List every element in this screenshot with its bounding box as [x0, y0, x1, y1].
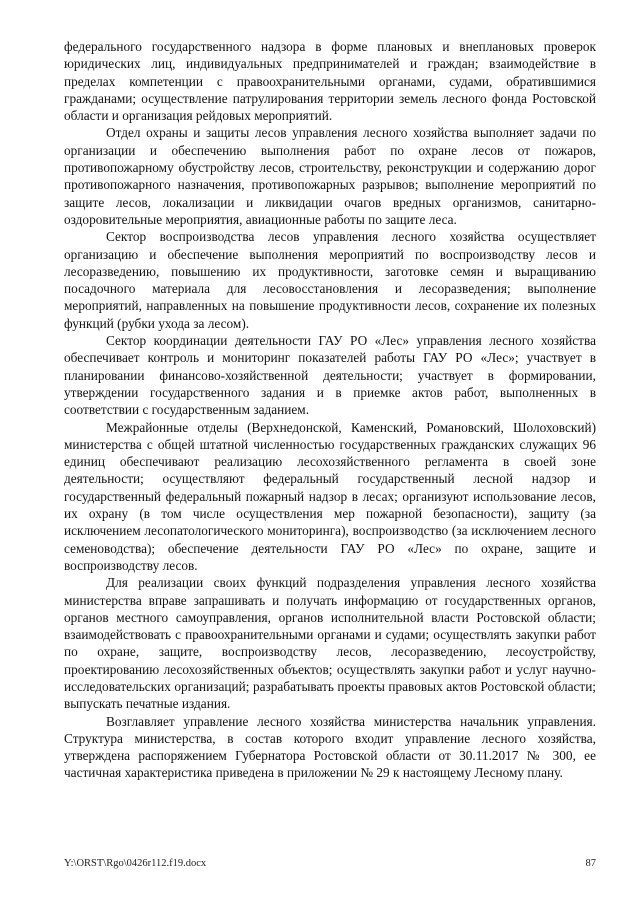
paragraph-coordination-sector: Сектор координации деятельности ГАУ РО «Лес» управления лесного хозяйства обеспечивает контроль и мониторинг показателей работы ГАУ РО «Лес»; участвует в планировании финансово-хозяйственной деятельности; участвует в формировании, утверждении государственного задания и в приемке актов работ, выполненных в соответствии с государственным заданием. — [64, 333, 596, 418]
paragraph-management: Возглавляет управление лесного хозяйства министерства начальник управления. Структура министерства, в состав которого входит управление лесного хозяйства, утверждена распоряжением Губернатора Ростовской области от 30.11.2017 № 300, ее частичная характеристика приведена в приложении № 29 к настоящему Лесному плану. — [64, 713, 596, 781]
document-body — [64, 38, 596, 782]
paragraph-forest-protection-department: Отдел охраны и защиты лесов управления лесного хозяйства выполняет задачи по организации и обеспечению выполнения работ по охране лесов от пожаров, противопожарному обустройству лесов, строительству, реконструкции и содержанию дорог противопожарного назначения, противопожарных разрывов; выполнение мероприятий по защите лесов, локализации и ликвидации очагов вредных организмов, санитарно-оздоровительные мероприятия, авиационные работы по защите леса. — [64, 125, 596, 227]
paragraph-interdistrict-departments: Межрайонные отделы (Верхнедонской, Каменский, Романовский, Шолоховский) министерства с общей штатной численностью государственных гражданских служащих 96 единиц обеспечивают реализацию лесохозяйственного регламента в своей зоне деятельности; осуществляют федеральный государственный лесной надзор и государственный федеральный пожарный надзор в лесах; организуют использование лесов, их охрану (в том числе осуществления мер пожарной безопасности), защиту (за исключением лесопатологического мониторинга), воспроизводство (за исключением лесного семеноводства); обеспечение деятельности ГАУ РО «Лес» по охране, защите и воспроизводству лесов. — [64, 419, 596, 573]
paragraph-reforestation-sector: Сектор воспроизводства лесов управления лесного хозяйства осуществляет организацию и обеспечение выполнения мероприятий по воспроизводству лесов и лесоразведению, повышению их продуктивности, заготовке семян и выращиванию посадочного материала для лесовосстановления и лесоразведения; выполнение мероприятий, направленных на повышение продуктивности лесов, сохранение их полезных функций (рубки ухода за лесом). — [64, 229, 596, 331]
footer-file-path: Y:\ORST\Rgo\0426r112.f19.docx — [64, 858, 207, 869]
page-footer — [64, 858, 596, 870]
paragraph-continuation: федерального государственного надзора в форме плановых и внеплановых проверок юридических лиц, индивидуальных предпринимателей и граждан; взаимодействие в пределах компетенции с правоохранительными органами, судами, обратившимися гражданами; осуществление патрулирования территории земель лесного фонда Ростовской области и организация рейдовых мероприятий. — [64, 39, 596, 124]
page-number: 87 — [585, 858, 596, 869]
paragraph-functions: Для реализации своих функций подразделения управления лесного хозяйства министерства вправе запрашивать и получать информацию от государственных органов, органов местного самоуправления, органов исполнительной власти Ростовской области; взаимодействовать с правоохранительными органами и судами; осуществлять закупки работ по охране, защите, воспроизводству лесов, лесоразведению, лесоустройству, проектированию лесохозяйственных объектов; осуществлять закупки работ и услуг научно-исследовательских организаций; разрабатывать проекты правовых актов Ростовской области; выпускать печатные издания. — [64, 575, 596, 712]
